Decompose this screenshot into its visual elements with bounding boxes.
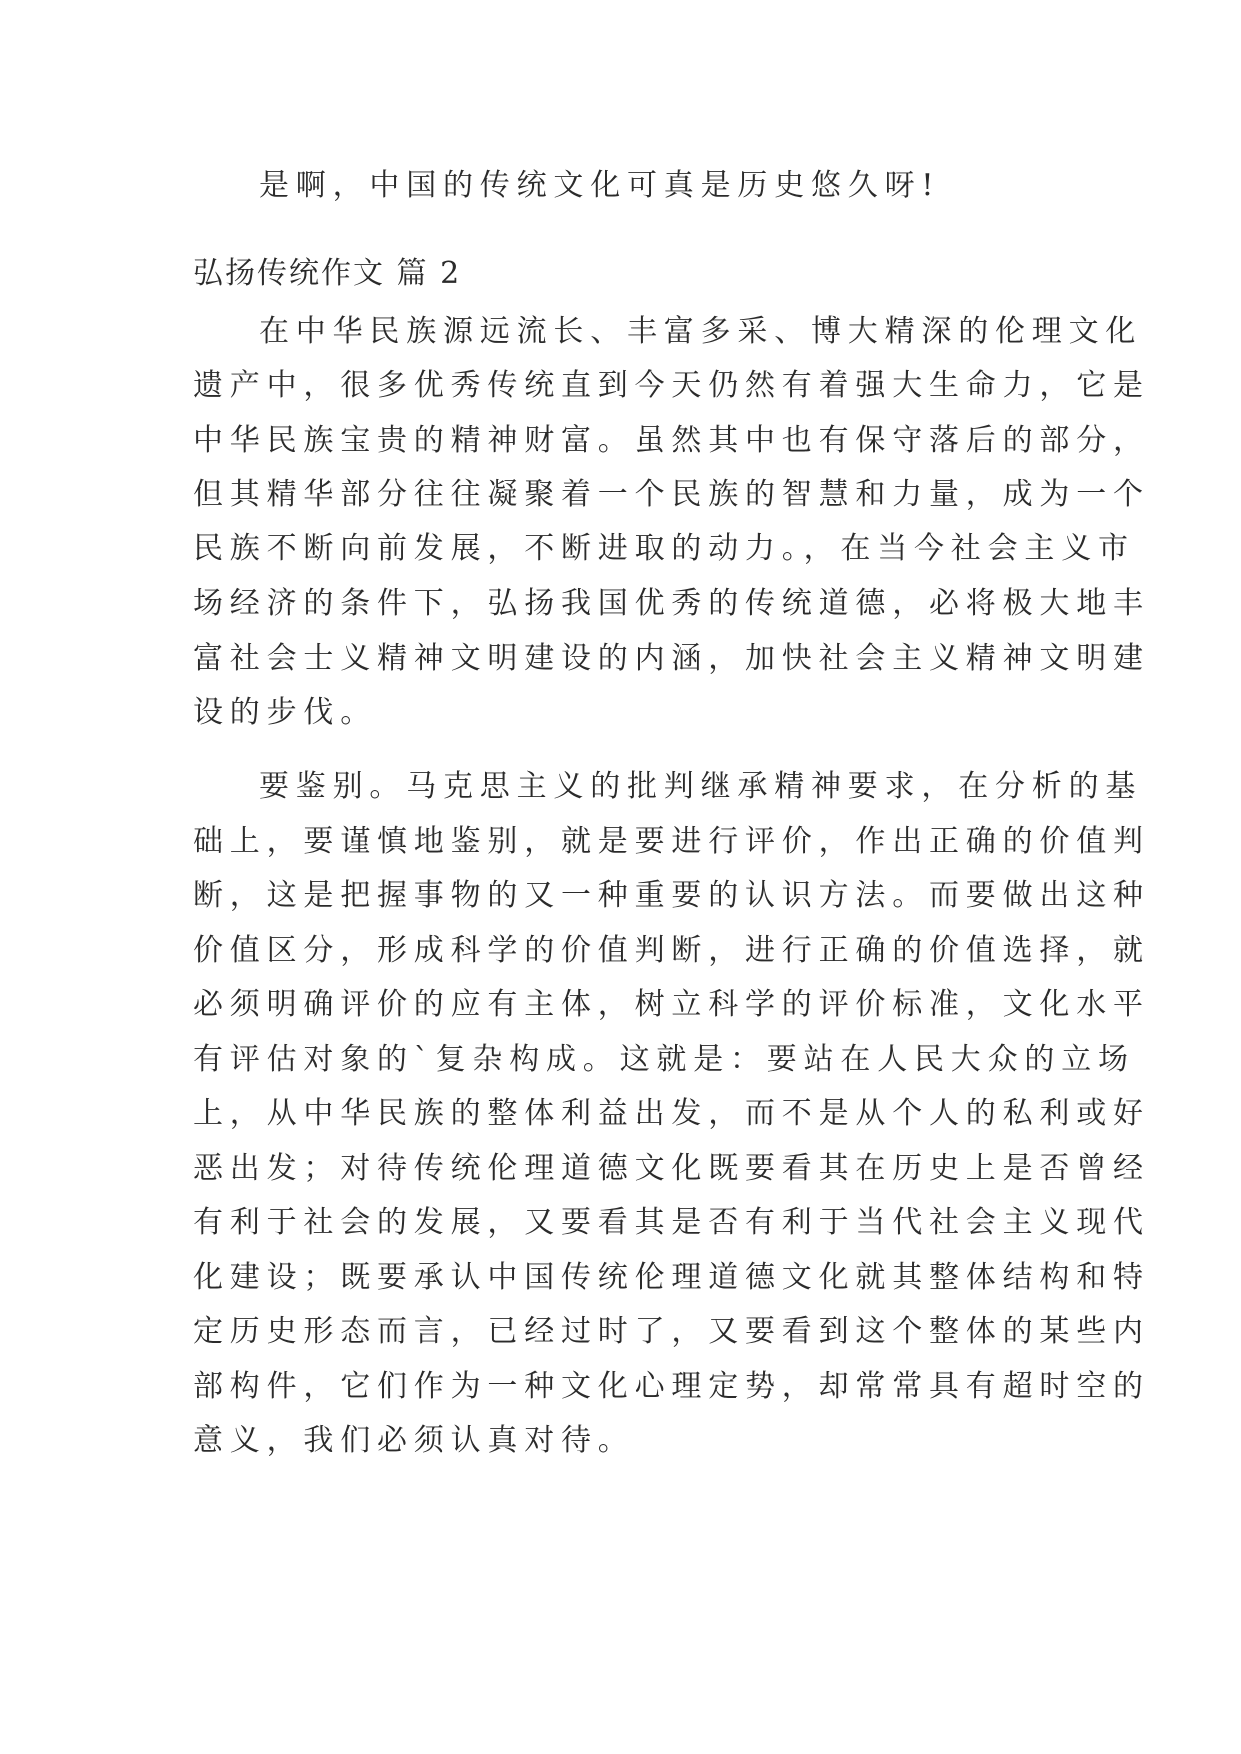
- section-title: 弘扬传统作文 篇 2: [193, 256, 462, 291]
- paragraph-line: 但其精华部分往往凝聚着一个民族的智慧和力量，成为一个: [193, 477, 1150, 512]
- paragraph-line: 化建设；既要承认中国传统伦理道德文化就其整体结构和特: [193, 1260, 1150, 1295]
- paragraph-line: 有利于社会的发展，又要看其是否有利于当代社会主义现代: [193, 1205, 1150, 1240]
- paragraph-line: 民族不断向前发展，不断进取的动力。，在当今社会主义市: [193, 531, 1135, 566]
- paragraph-line: 意义，我们必须认真对待。: [193, 1423, 635, 1458]
- paragraph-line: 中华民族宝贵的精神财富。虽然其中也有保守落后的部分，: [193, 423, 1150, 458]
- paragraph-line: 设的步伐。: [193, 695, 377, 730]
- paragraph-line: 部构件，它们作为一种文化心理定势，却常常具有超时空的: [193, 1369, 1150, 1404]
- intro-line: 是啊，中国的传统文化可真是历史悠久呀!: [259, 168, 941, 203]
- paragraph-line: 断，这是把握事物的又一种重要的认识方法。而要做出这种: [193, 878, 1150, 913]
- paragraph-line: 富社会士义精神文明建设的内涵，加快社会主义精神文明建: [193, 641, 1150, 676]
- paragraph-line: 价值区分，形成科学的价值判断，进行正确的价值选择，就: [193, 933, 1150, 968]
- paragraph-line: 恶出发；对待传统伦理道德文化既要看其在历史上是否曾经: [193, 1151, 1150, 1186]
- paragraph-line: 必须明确评价的应有主体，树立科学的评价标准，文化水平: [193, 987, 1150, 1022]
- paragraph-line: 础上，要谨慎地鉴别，就是要进行评价，作出正确的价值判: [193, 824, 1150, 859]
- paragraph-line: 上，从中华民族的整体利益出发，而不是从个人的私利或好: [193, 1096, 1150, 1131]
- paragraph-line: 有评估对象的`复杂构成。这就是：要站在人民大众的立场: [193, 1042, 1135, 1077]
- paragraph-line: 定历史形态而言，已经过时了，又要看到这个整体的某些内: [193, 1314, 1150, 1349]
- paragraph-line: 在中华民族源远流长、丰富多采、博大精深的伦理文化: [259, 314, 1143, 349]
- paragraph-line: 场经济的条件下，弘扬我国优秀的传统道德，必将极大地丰: [193, 586, 1150, 621]
- paragraph-line: 遗产中，很多优秀传统直到今天仍然有着强大生命力，它是: [193, 368, 1150, 403]
- paragraph-line: 要鉴别。马克思主义的批判继承精神要求，在分析的基: [259, 769, 1143, 804]
